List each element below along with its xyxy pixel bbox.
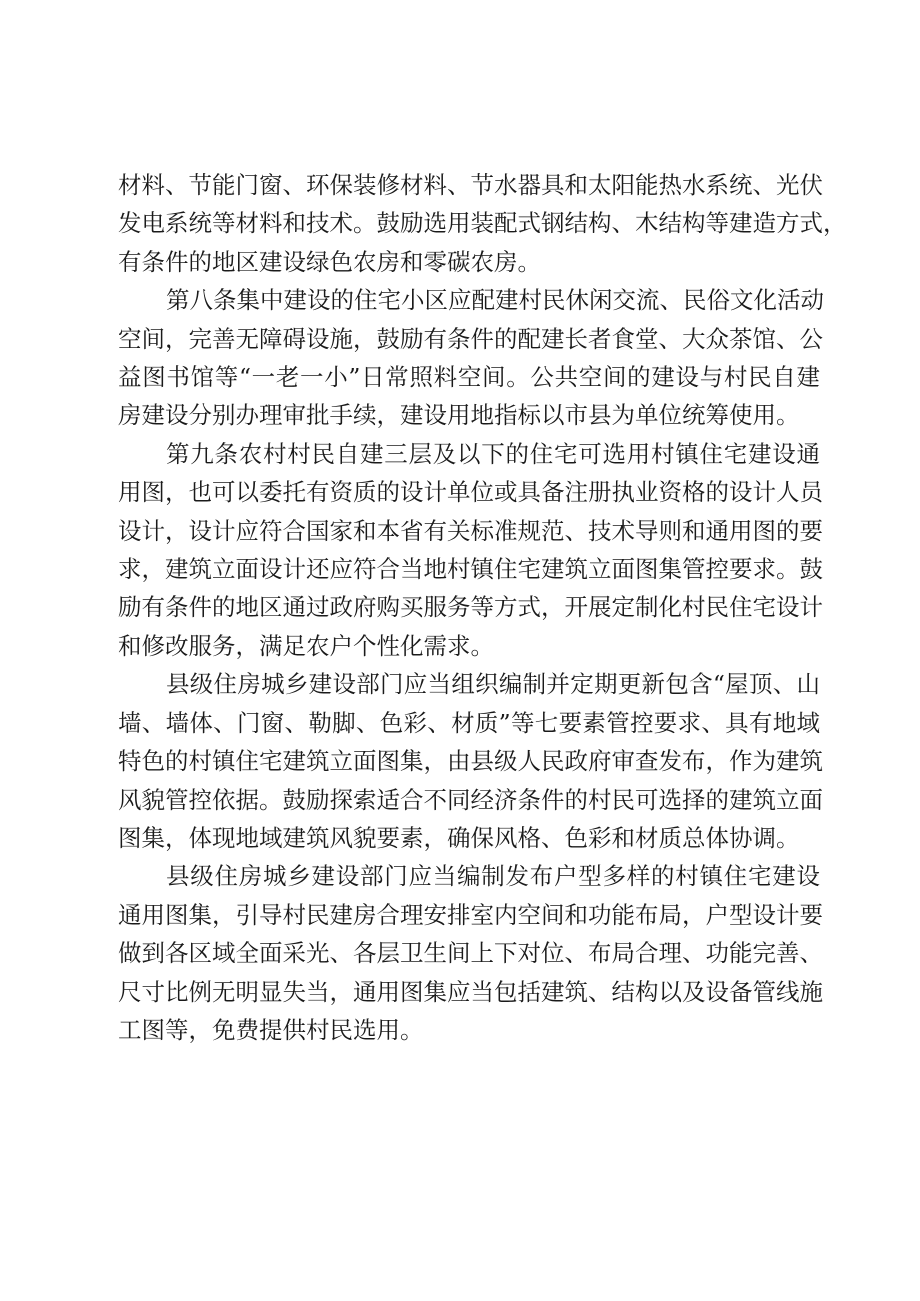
paragraph-materials <box>118 166 847 281</box>
text-line: 特色的村镇住宅建筑立面图集，由县级人民政府审查发布，作为建筑 <box>118 747 823 776</box>
paragraph-article-8 <box>118 281 824 435</box>
text-line: 墙、墙体、门窗、勒脚、色彩、材质”等七要素管控要求、具有地域 <box>118 708 820 737</box>
text-line: 空间，完善无障碍设施，鼓励有条件的配建长者食堂、大众茶馆、公 <box>118 324 823 353</box>
text-line: 县级住房城乡建设部门应当编制发布户型多样的村镇住宅建设 <box>166 862 820 891</box>
text-line: 用图，也可以委托有资质的设计单位或具备注册执业资格的设计人员 <box>118 478 823 507</box>
document-body <box>118 166 847 1049</box>
text-line: 尺寸比例无明显失当，通用图集应当包括建筑、结构以及设备管线施 <box>118 977 823 1006</box>
text-line: 县级住房城乡建设部门应当组织编制并定期更新包含“屋顶、山 <box>166 670 820 699</box>
text-line: 做到各区域全面采光、各层卫生间上下对位、布局合理、功能完善、 <box>118 939 823 968</box>
paragraph-facade-atlas <box>118 665 823 857</box>
text-line: 材料、节能门窗、环保装修材料、节水器具和太阳能热水系统、光伏 <box>118 171 823 199</box>
text-line: 第九条农村村民自建三层及以下的住宅可选用村镇住宅建设通 <box>166 439 820 468</box>
text-line: 求，建筑立面设计还应符合当地村镇住宅建筑立面图集管控要求。鼓 <box>118 555 823 584</box>
text-line: 有条件的地区建设绿色农房和零碳农房。 <box>118 247 541 276</box>
paragraph-general-drawings <box>118 857 823 1049</box>
text-line: 第八条集中建设的住宅小区应配建村民休闲交流、民俗文化活动 <box>166 286 824 315</box>
text-line: 工图等，免费提供村民选用。 <box>118 1015 424 1044</box>
text-line: 通用图集，引导村民建房合理安排室内空间和功能布局，户型设计要 <box>118 900 823 929</box>
text-line: 和修改服务，满足农户个性化需求。 <box>118 631 494 660</box>
text-line: 励有条件的地区通过政府购买服务等方式，开展定制化村民住宅设计 <box>118 593 823 622</box>
text-line: 设计，设计应符合国家和本省有关标准规范、技术导则和通用图的要 <box>118 516 823 545</box>
text-line: 风貌管控依据。鼓励探索适合不同经济条件的村民可选择的建筑立面 <box>118 785 823 814</box>
text-line: 房建设分别办理审批手续，建设用地指标以市县为单位统筹使用。 <box>118 401 800 430</box>
paragraph-article-9 <box>118 435 823 665</box>
text-line: 益图书馆等“一老一小”日常照料空间。公共空间的建设与村民自建 <box>118 363 820 392</box>
text-line: 图集，体现地域建筑风貌要素，确保风格、色彩和材质总体协调。 <box>118 823 800 852</box>
text-line: 发电系统等材料和技术。鼓励选用装配式钢结构、木结构等建造方式， <box>118 209 847 238</box>
